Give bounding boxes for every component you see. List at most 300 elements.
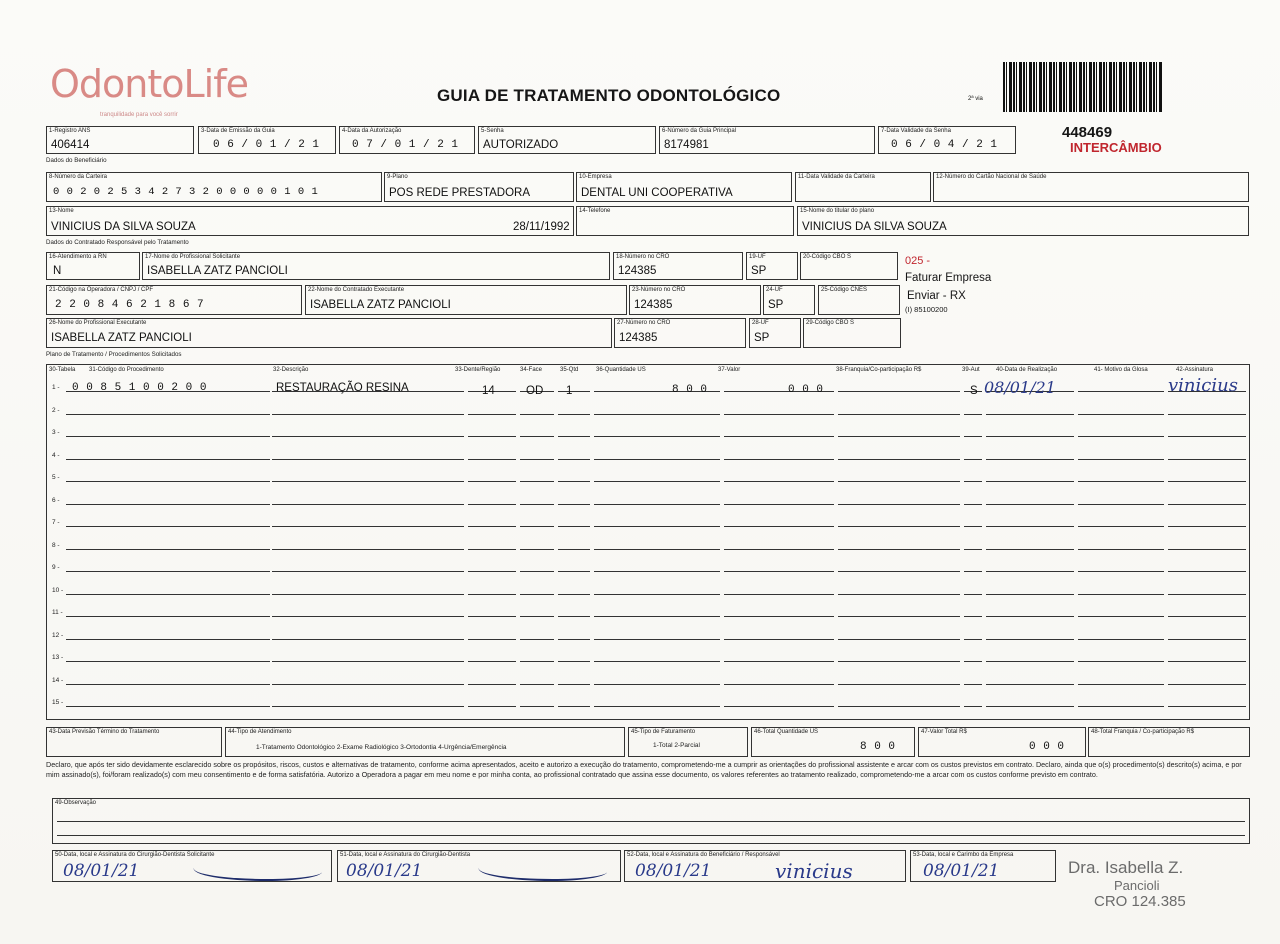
row-cell-line[interactable] [520, 607, 554, 617]
value: N [53, 265, 62, 277]
value: 124385 [619, 332, 658, 344]
row-number: 9 - [52, 564, 60, 571]
row-cell-line[interactable] [1168, 495, 1246, 505]
field-validade-senha[interactable] [878, 126, 1016, 154]
field-data-autorizacao[interactable] [339, 126, 475, 154]
col-header-aut: 39-Aut [962, 367, 980, 373]
row-cell-line[interactable] [724, 630, 834, 640]
row-cell-line[interactable] [838, 652, 960, 662]
col-header-valor: 37-Valor [718, 367, 741, 373]
row-cell-line[interactable] [66, 405, 270, 415]
row-cell-line[interactable] [558, 540, 590, 550]
row-cell-line[interactable] [986, 652, 1074, 662]
field-solicitante[interactable] [142, 252, 610, 280]
col-header-franquia: 38-Franquia/Co-participação R$ [836, 367, 922, 373]
row-cell-line[interactable] [558, 382, 590, 392]
row-cell-line[interactable] [964, 472, 982, 482]
row1-assinatura: vinicius [1168, 375, 1238, 396]
row-cell-line[interactable] [1168, 585, 1246, 595]
row-cell-line[interactable] [838, 495, 960, 505]
row-cell-line[interactable] [1078, 405, 1164, 415]
row-cell-line[interactable] [594, 630, 720, 640]
date: 08/01/21 [346, 861, 423, 881]
row-cell-line[interactable] [558, 405, 590, 415]
row-cell-line[interactable] [1078, 495, 1164, 505]
barcode [1003, 62, 1163, 112]
row-cell-line[interactable] [594, 495, 720, 505]
label: 4-Data da Autorização [342, 128, 402, 134]
date: 08/01/21 [63, 861, 140, 881]
row-cell-line[interactable] [964, 495, 982, 505]
row-cell-line[interactable] [468, 472, 516, 482]
row-cell-line[interactable] [1168, 607, 1246, 617]
row1-qtd: 1 [566, 385, 573, 397]
row-cell-line[interactable] [1078, 675, 1164, 685]
col-header-assinatura: 42-Assinatura [1176, 367, 1214, 373]
row-cell-line[interactable] [520, 517, 554, 527]
row-cell-line[interactable] [986, 540, 1074, 550]
row-cell-line[interactable] [724, 450, 834, 460]
field-cro-23[interactable] [629, 285, 761, 315]
row-cell-line[interactable] [964, 540, 982, 550]
row-cell-line[interactable] [558, 562, 590, 572]
row-cell-line[interactable] [468, 630, 516, 640]
field-tipo-faturamento[interactable] [628, 727, 748, 757]
row-cell-line[interactable] [272, 495, 464, 505]
row-cell-line[interactable] [1168, 472, 1246, 482]
row-cell-line[interactable] [724, 607, 834, 617]
row-cell-line[interactable] [1078, 517, 1164, 527]
value: 8 0 0 [860, 741, 896, 753]
row-cell-line[interactable] [1078, 697, 1164, 707]
row-cell-line[interactable] [558, 585, 590, 595]
row-cell-line[interactable] [1078, 562, 1164, 572]
field-telefone[interactable] [576, 206, 794, 236]
row-cell-line[interactable] [838, 517, 960, 527]
row-cell-line[interactable] [520, 697, 554, 707]
row-cell-line[interactable] [838, 562, 960, 572]
row-cell-line[interactable] [66, 517, 270, 527]
row-cell-line[interactable] [558, 630, 590, 640]
row-cell-line[interactable] [724, 405, 834, 415]
row-cell-line[interactable] [838, 697, 960, 707]
row-cell-line[interactable] [272, 630, 464, 640]
row-cell-line[interactable] [468, 540, 516, 550]
row-cell-line[interactable] [468, 585, 516, 595]
row-cell-line[interactable] [986, 405, 1074, 415]
row-cell-line[interactable] [724, 585, 834, 595]
row-cell-line[interactable] [594, 517, 720, 527]
row-cell-line[interactable] [594, 607, 720, 617]
field-cro-27[interactable] [614, 318, 746, 348]
row-cell-line[interactable] [468, 562, 516, 572]
field-nome[interactable] [46, 206, 574, 236]
row-cell-line[interactable] [520, 630, 554, 640]
col-header-codigo: 31-Código do Procedimento [89, 367, 164, 373]
value: 0 6 / 0 1 / 2 1 [213, 139, 320, 151]
label: 23-Número no CRO [632, 287, 686, 293]
row-cell-line[interactable] [66, 630, 270, 640]
value: ISABELLA ZATZ PANCIOLI [147, 265, 288, 277]
row-cell-line[interactable] [1168, 517, 1246, 527]
options: 1-Tratamento Odontológico 2-Exame Radiológico 3-Ortodontia 4-Urgência/Emergência [256, 744, 507, 751]
field-carteira[interactable] [46, 172, 382, 202]
stamp-cro: CRO 124.385 [1094, 893, 1186, 910]
row-cell-line[interactable] [986, 697, 1074, 707]
row-cell-line[interactable] [986, 495, 1074, 505]
row-cell-line[interactable] [964, 585, 982, 595]
row-cell-line[interactable] [520, 427, 554, 437]
row-cell-line[interactable] [1078, 472, 1164, 482]
row-cell-line[interactable] [1078, 382, 1164, 392]
row-cell-line[interactable] [558, 495, 590, 505]
field-validade-carteira[interactable] [795, 172, 931, 202]
row-cell-line[interactable] [986, 427, 1074, 437]
value: ISABELLA ZATZ PANCIOLI [310, 299, 451, 311]
field-guia-principal[interactable] [659, 126, 875, 154]
row-cell-line[interactable] [558, 607, 590, 617]
row-cell-line[interactable] [66, 585, 270, 595]
row-cell-line[interactable] [724, 652, 834, 662]
row-cell-line[interactable] [520, 472, 554, 482]
field-codigo-operadora[interactable] [46, 285, 302, 315]
signature: vinicius [775, 859, 853, 883]
label: 17-Nome do Profissional Solicitante [145, 254, 241, 260]
row-cell-line[interactable] [468, 427, 516, 437]
label: 52-Data, local e Assinatura do Beneficiário / Responsável [627, 852, 780, 858]
col-header-tabela: 30-Tabela [49, 367, 76, 373]
row-cell-line[interactable] [724, 697, 834, 707]
value: VINICIUS DA SILVA SOUZA [802, 221, 947, 233]
label: 49-Observação [55, 800, 97, 806]
row-cell-line[interactable] [468, 607, 516, 617]
row-cell-line[interactable] [964, 405, 982, 415]
row-cell-line[interactable] [66, 472, 270, 482]
field-registro-ans[interactable] [46, 126, 194, 154]
row-cell-line[interactable] [1168, 540, 1246, 550]
value: SP [754, 332, 770, 344]
row-cell-line[interactable] [986, 585, 1074, 595]
label: 46-Total Quantidade US [754, 729, 819, 735]
row-number: 7 - [52, 519, 60, 526]
row-cell-line[interactable] [838, 540, 960, 550]
row-cell-line[interactable] [468, 697, 516, 707]
row-cell-line[interactable] [594, 472, 720, 482]
row-cell-line[interactable] [66, 607, 270, 617]
row-cell-line[interactable] [66, 675, 270, 685]
row-cell-line[interactable] [272, 405, 464, 415]
obs-line-2 [57, 835, 1245, 836]
label: 28-UF [752, 320, 769, 326]
row-cell-line[interactable] [594, 427, 720, 437]
date: 08/01/21 [923, 861, 1000, 881]
row-cell-line[interactable] [272, 517, 464, 527]
label: 8-Número da Carteira [49, 174, 108, 180]
field-cartao-nacional[interactable] [933, 172, 1249, 202]
row-number: 14 - [52, 676, 64, 684]
field-profissional-executante[interactable] [46, 318, 612, 348]
row-cell-line[interactable] [838, 405, 960, 415]
row-cell-line[interactable] [1168, 450, 1246, 460]
field-total-us[interactable] [751, 727, 915, 757]
col-header-us: 36-Quantidade US [596, 367, 646, 373]
date: 08/01/21 [635, 861, 712, 881]
row1-descricao: RESTAURAÇÃO RESINA [276, 382, 409, 394]
row-number: 6 - [52, 496, 60, 504]
row-cell-line[interactable] [520, 585, 554, 595]
row-cell-line[interactable] [1078, 427, 1164, 437]
row-cell-line[interactable] [594, 652, 720, 662]
row-cell-line[interactable] [724, 472, 834, 482]
row1-aut: S [970, 385, 978, 397]
label: 44-Tipo de Atendimento [228, 729, 292, 735]
value: SP [751, 265, 767, 277]
row-cell-line[interactable] [272, 585, 464, 595]
row-cell-line[interactable] [964, 517, 982, 527]
row-cell-line[interactable] [964, 607, 982, 617]
label: 3-Data de Emissão da Guia [201, 128, 275, 134]
row-cell-line[interactable] [272, 607, 464, 617]
row-cell-line[interactable] [986, 607, 1074, 617]
row-cell-line[interactable] [838, 427, 960, 437]
row-cell-line[interactable] [986, 675, 1074, 685]
row-cell-line[interactable] [1168, 562, 1246, 572]
row-cell-line[interactable] [724, 675, 834, 685]
page-title: GUIA DE TRATAMENTO ODONTOLÓGICO [437, 86, 781, 105]
section-procedimentos: Plano de Tratamento / Procedimentos Solicitados [46, 351, 182, 358]
label: 10-Empresa [579, 174, 612, 180]
row-cell-line[interactable] [964, 427, 982, 437]
col-header-descricao: 32-Descrição [273, 367, 309, 373]
row-cell-line[interactable] [838, 607, 960, 617]
obs-line-1 [57, 821, 1245, 822]
field-uf-19[interactable] [746, 252, 798, 280]
label: 25-Código CNES [821, 287, 868, 293]
field-cbo-29[interactable] [803, 318, 901, 348]
row-cell-line[interactable] [594, 585, 720, 595]
row-cell-line[interactable] [272, 697, 464, 707]
value: 0 0 2 0 2 5 3 4 2 7 3 2 0 0 0 0 0 1 0 1 [53, 186, 319, 198]
field-observacao[interactable] [52, 798, 1250, 844]
row-cell-line[interactable] [594, 697, 720, 707]
field-cro-18[interactable] [613, 252, 743, 280]
row-cell-line[interactable] [66, 427, 270, 437]
row-cell-line[interactable] [724, 562, 834, 572]
row-cell-line[interactable] [594, 675, 720, 685]
row-cell-line[interactable] [986, 517, 1074, 527]
row-cell-line[interactable] [520, 495, 554, 505]
row-cell-line[interactable] [468, 405, 516, 415]
row-cell-line[interactable] [838, 585, 960, 595]
row-cell-line[interactable] [594, 540, 720, 550]
label: 1-Registro ANS [49, 128, 91, 134]
row-cell-line[interactable] [520, 675, 554, 685]
row-number: 4 - [52, 451, 60, 459]
col-header-qtd: 35-Qtd [560, 367, 579, 373]
row-cell-line[interactable] [272, 562, 464, 572]
row-cell-line[interactable] [838, 450, 960, 460]
field-cnes[interactable] [818, 285, 900, 315]
row-cell-line[interactable] [520, 450, 554, 460]
field-senha[interactable] [478, 126, 656, 154]
row-cell-line[interactable] [66, 540, 270, 550]
row-cell-line[interactable] [468, 652, 516, 662]
label: 5-Senha [481, 128, 504, 134]
row-cell-line[interactable] [964, 652, 982, 662]
label: 19-UF [749, 254, 766, 260]
row-number: 12 - [52, 631, 64, 639]
field-uf-24[interactable] [763, 285, 815, 315]
row-cell-line[interactable] [964, 450, 982, 460]
row-cell-line[interactable] [724, 427, 834, 437]
value: SP [768, 299, 784, 311]
row-cell-line[interactable] [558, 652, 590, 662]
value: POS REDE PRESTADORA [389, 187, 531, 199]
row-cell-line[interactable] [66, 697, 270, 707]
field-contratado-executante[interactable] [305, 285, 627, 315]
row-cell-line[interactable] [520, 540, 554, 550]
field-sign-solicitante[interactable] [52, 850, 332, 882]
field-total-franquia[interactable] [1088, 727, 1250, 757]
row-cell-line[interactable] [986, 450, 1074, 460]
field-sign-beneficiario[interactable] [624, 850, 906, 882]
label: 48-Total Franquia / Co-participação R$ [1091, 729, 1195, 735]
row1-dente: 14 [482, 385, 495, 397]
row-cell-line[interactable] [594, 562, 720, 572]
row1-codigo: 0 0 8 5 1 0 0 2 0 0 [72, 382, 207, 394]
row-number: 15 - [52, 699, 64, 706]
value: DENTAL UNI COOPERATIVA [581, 187, 733, 199]
row-cell-line[interactable] [964, 630, 982, 640]
row-cell-line[interactable] [468, 450, 516, 460]
label: 43-Data Previsão Término do Tratamento [49, 729, 160, 735]
row-cell-line[interactable] [724, 517, 834, 527]
value: AUTORIZADO [483, 139, 559, 151]
label: 51-Data, local e Assinatura do Cirurgião-Dentista [340, 852, 471, 858]
row-cell-line[interactable] [838, 675, 960, 685]
row-cell-line[interactable] [520, 405, 554, 415]
row-cell-line[interactable] [1168, 652, 1246, 662]
row-cell-line[interactable] [66, 450, 270, 460]
field-plano[interactable] [384, 172, 574, 202]
row-cell-line[interactable] [66, 652, 270, 662]
side-note-enviar: Enviar - RX [907, 290, 966, 302]
row-cell-line[interactable] [964, 562, 982, 572]
field-atendimento-rn[interactable] [46, 252, 140, 280]
row-cell-line[interactable] [558, 427, 590, 437]
row-cell-line[interactable] [520, 652, 554, 662]
field-valor-total[interactable] [918, 727, 1086, 757]
row-number: 13 - [52, 654, 64, 661]
stamp-surname: Pancioli [1114, 878, 1160, 893]
col-header-dente: 33-Dente/Região [455, 367, 501, 373]
value: 0 6 / 0 4 / 2 1 [891, 139, 998, 151]
label: 50-Data, local e Assinatura do Cirurgião-Dentista Solicitante [55, 852, 215, 858]
label: 12-Número do Cartão Nacional de Saúde [936, 174, 1047, 180]
row-cell-line[interactable] [272, 652, 464, 662]
row-cell-line[interactable] [1078, 585, 1164, 595]
field-titular[interactable] [797, 206, 1249, 236]
row-cell-line[interactable] [1168, 630, 1246, 640]
row-cell-line[interactable] [558, 517, 590, 527]
row-cell-line[interactable] [964, 697, 982, 707]
label: 20-Código CBO S [803, 254, 852, 260]
row-cell-line[interactable] [986, 562, 1074, 572]
value: 124385 [618, 265, 657, 277]
field-data-emissao[interactable] [198, 126, 336, 154]
row-cell-line[interactable] [272, 450, 464, 460]
value: 0 7 / 0 1 / 2 1 [352, 139, 459, 151]
row-number: 2 - [52, 406, 60, 414]
row-cell-line[interactable] [1078, 450, 1164, 460]
row-cell-line[interactable] [1078, 540, 1164, 550]
field-empresa[interactable] [576, 172, 792, 202]
label: 16-Atendimento a RN [49, 254, 107, 260]
row-cell-line[interactable] [838, 472, 960, 482]
row-cell-line[interactable] [272, 675, 464, 685]
row-cell-line[interactable] [468, 675, 516, 685]
row-cell-line[interactable] [558, 450, 590, 460]
field-cbo-20[interactable] [800, 252, 898, 280]
label: 21-Código na Operadora / CNPJ / CPF [49, 287, 154, 293]
row-cell-line[interactable] [558, 675, 590, 685]
row-number: 8 - [52, 541, 60, 549]
label: 53-Data, local e Carimbo da Empresa [913, 852, 1014, 858]
row-cell-line[interactable] [468, 517, 516, 527]
row-cell-line[interactable] [66, 495, 270, 505]
row-cell-line[interactable] [1078, 630, 1164, 640]
intercambio-label: INTERCÂMBIO [1070, 140, 1162, 155]
side-note-faturar: Faturar Empresa [905, 272, 992, 284]
row-cell-line[interactable] [1078, 652, 1164, 662]
row-cell-line[interactable] [986, 630, 1074, 640]
row-cell-line[interactable] [986, 472, 1074, 482]
row-cell-line[interactable] [1168, 697, 1246, 707]
row-cell-line[interactable] [558, 472, 590, 482]
row1-face: OD [526, 385, 544, 397]
row-cell-line[interactable] [1168, 675, 1246, 685]
row-cell-line[interactable] [272, 427, 464, 437]
row-cell-line[interactable] [558, 697, 590, 707]
section-contratado: Dados do Contratado Responsável pelo Tratamento [46, 239, 189, 246]
row-cell-line[interactable] [724, 495, 834, 505]
field-uf-28[interactable] [749, 318, 801, 348]
field-previsao[interactable] [46, 727, 222, 757]
row-cell-line[interactable] [520, 562, 554, 572]
row-cell-line[interactable] [272, 472, 464, 482]
row-cell-line[interactable] [1168, 427, 1246, 437]
row-cell-line[interactable] [1168, 405, 1246, 415]
row-cell-line[interactable] [66, 562, 270, 572]
row-cell-line[interactable] [964, 675, 982, 685]
row-cell-line[interactable] [1078, 607, 1164, 617]
row-cell-line[interactable] [468, 495, 516, 505]
field-sign-dentista[interactable] [337, 850, 621, 882]
row-cell-line[interactable] [272, 540, 464, 550]
field-carimbo-empresa[interactable] [910, 850, 1056, 882]
row-cell-line[interactable] [838, 630, 960, 640]
row-cell-line[interactable] [724, 540, 834, 550]
section-beneficiario: Dados do Beneficiário [46, 157, 107, 164]
declaration-text: Declaro, que após ter sido devidamente esclarecido sobre os propósitos, riscos, custos e alternativas de tratamento, conforme acima apresentados, aceito e autorizo a execução do tratamento, comprometendo-me a cumprir as orientações do profissional assistente e arcar com os custos previstos em contrato. Declaro, ainda que o(s) procedimento(s) descrito(s) acima, e por mim assinado(s), foi/foram realizado(s) com meu consentimento e de forma satisfatória. Autorizo a Operadora a pagar em meu nome e por minha conta, ao profissional contratado que assina esse documento, os valores referentes ao tratamento realizado, comprometendo-me a arcar com os custos conforme previsto em contrato. [46, 760, 1242, 779]
row-number: 5 - [52, 474, 60, 481]
field-tipo-atendimento[interactable] [225, 727, 625, 757]
row-cell-line[interactable] [838, 382, 960, 392]
row-cell-line[interactable] [594, 450, 720, 460]
via-label: 2ª via [968, 96, 983, 102]
row-cell-line[interactable] [594, 405, 720, 415]
row-number: 11 - [52, 609, 63, 616]
